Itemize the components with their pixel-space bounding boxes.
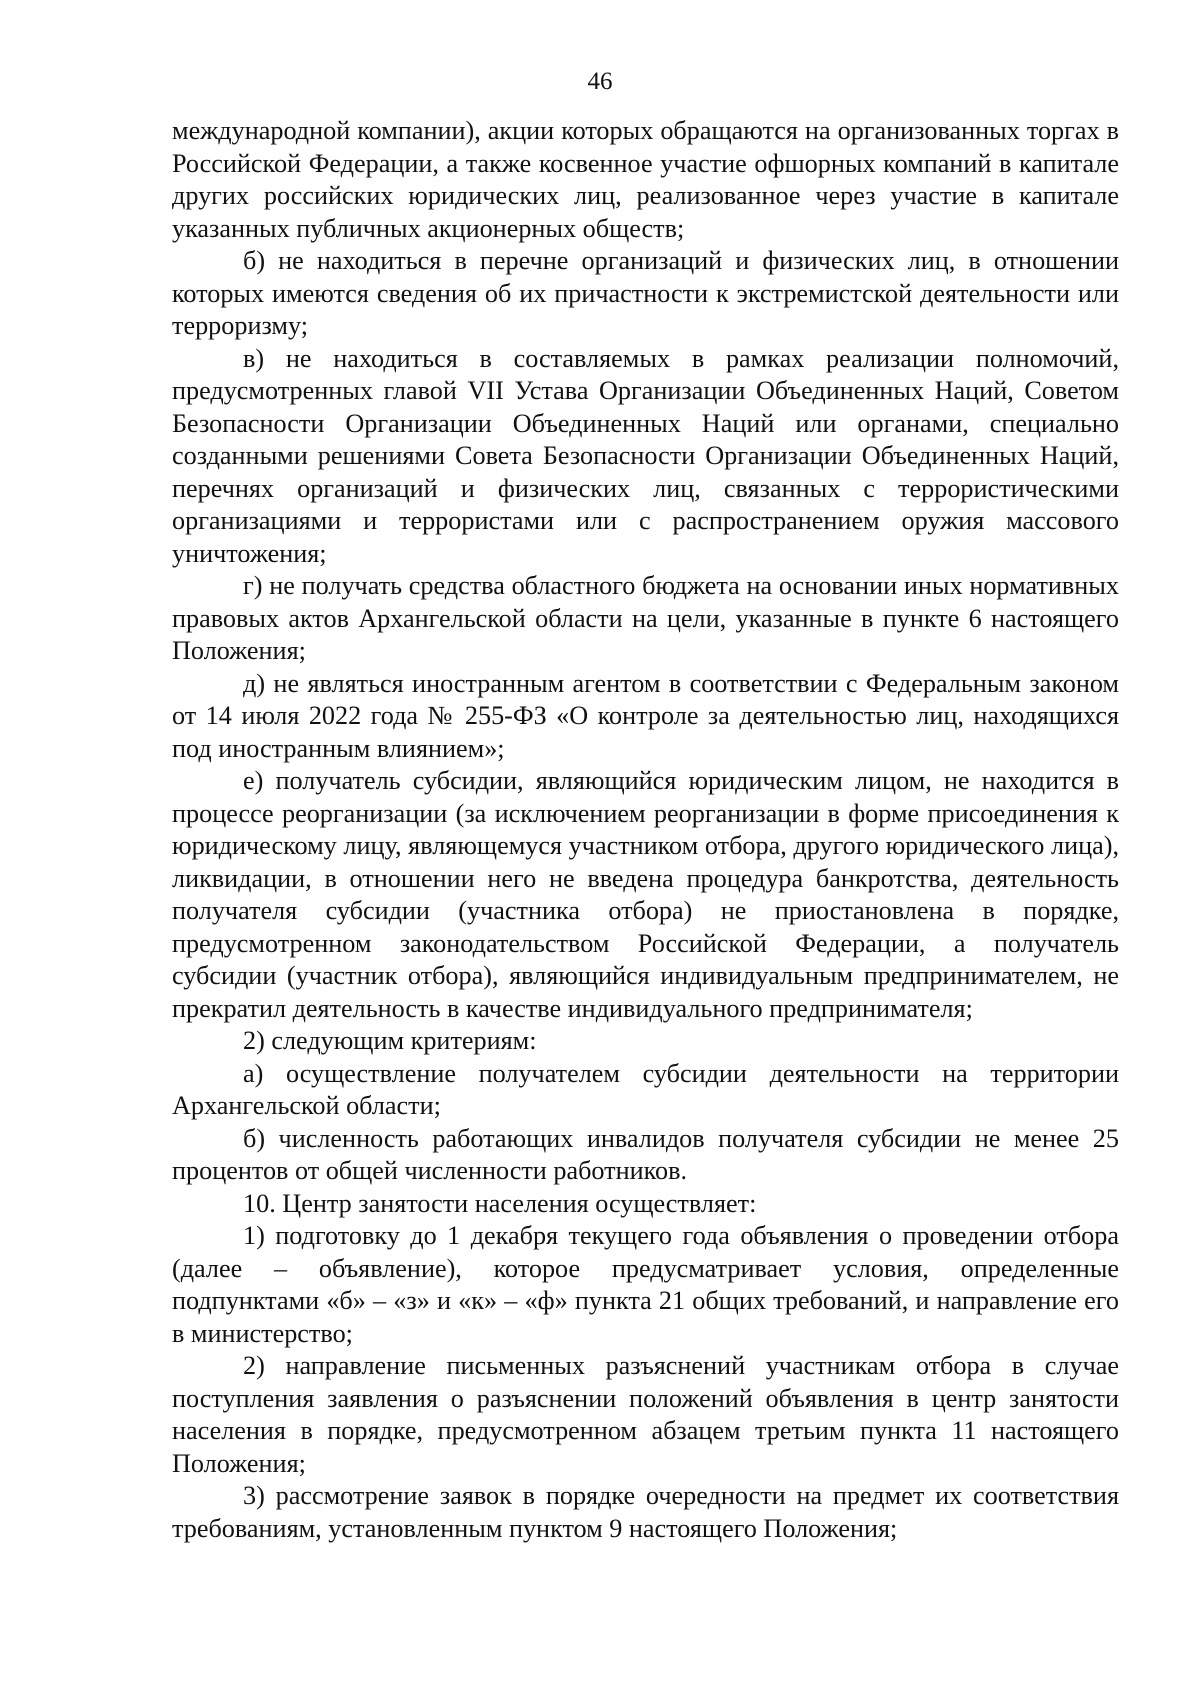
document-body [172,115,1119,1545]
paragraph-7: а) осуществление получателем субсидии деятельности на территории Архангельской области; [172,1058,1119,1120]
paragraph-8: б) численность работающих инвалидов получателя субсидии не менее 25 процентов от общей численности работников. [172,1123,1119,1185]
page-number: 46 [587,68,613,95]
paragraph-0: международной компании), акции которых обращаются на организованных торгах в Российской Федерации, а также косвенное участие офшорных компаний в капитале других российских юридических лиц, реализованное через участие в капитале указанных публичных акционерных обществ; [172,116,1119,243]
paragraph-10: 1) подготовку до 1 декабря текущего года объявления о проведении отбора (далее – объявление), которое предусматривает условия, определенные подпунктами «б» – «з» и «к» – «ф» пункта 21 общих требований, и направление его в министерство; [172,1221,1119,1348]
paragraph-5: е) получатель субсидии, являющийся юридическим лицом, не находится в процессе реорганизации (за исключением реорганизации в форме присоединения к юридическому лицу, являющемуся участником отбора, другого юридического лица), ликвидации, в отношении него не введена процедура банкротства, деятельность получателя субсидии (участника отбора) не приостановлена в порядке, предусмотренном законодательством Российской Федерации, а получатель субсидии (участник отбора), являющийся индивидуальным предпринимателем, не прекратил деятельность в качестве индивидуального предпринимателя; [172,766,1119,1023]
paragraph-2: в) не находиться в составляемых в рамках реализации полномочий, предусмотренных главой VII Устава Организации Объединенных Наций, Советом Безопасности Организации Объединенных Наций или органами, специально созданными решениями Совета Безопасности Организации Объединенных Наций, перечнях организаций и физических лиц, связанных с террористическими организациями и террористами или с распространением оружия массового уничтожения; [172,343,1119,568]
paragraph-4: д) не являться иностранным агентом в соответствии с Федеральным законом от 14 июля 2022 года № 255-ФЗ «О контроле за деятельностью лиц, находящихся под иностранным влиянием»; [172,668,1119,763]
paragraph-6: 2) следующим критериям: [243,1026,537,1055]
paragraph-1: б) не находиться в перечне организаций и физических лиц, в отношении которых имеются сведения об их причастности к экстремистской деятельности или терроризму; [172,246,1119,340]
paragraph-9: 10. Центр занятости населения осуществляет: [243,1188,757,1218]
paragraph-11: 2) направление письменных разъяснений участникам отбора в случае поступления заявления о разъяснении положений объявления в центр занятости населения в порядке, предусмотренном абзацем третьим пункта 11 настоящего Положения; [172,1351,1119,1478]
paragraph-3: г) не получать средства областного бюджета на основании иных нормативных правовых актов Архангельской области на цели, указанные в пункте 6 настоящего Положения; [172,571,1119,665]
paragraph-12: 3) рассмотрение заявок в порядке очередности на предмет их соответствия требованиям, установленным пунктом 9 настоящего Положения; [172,1481,1119,1543]
